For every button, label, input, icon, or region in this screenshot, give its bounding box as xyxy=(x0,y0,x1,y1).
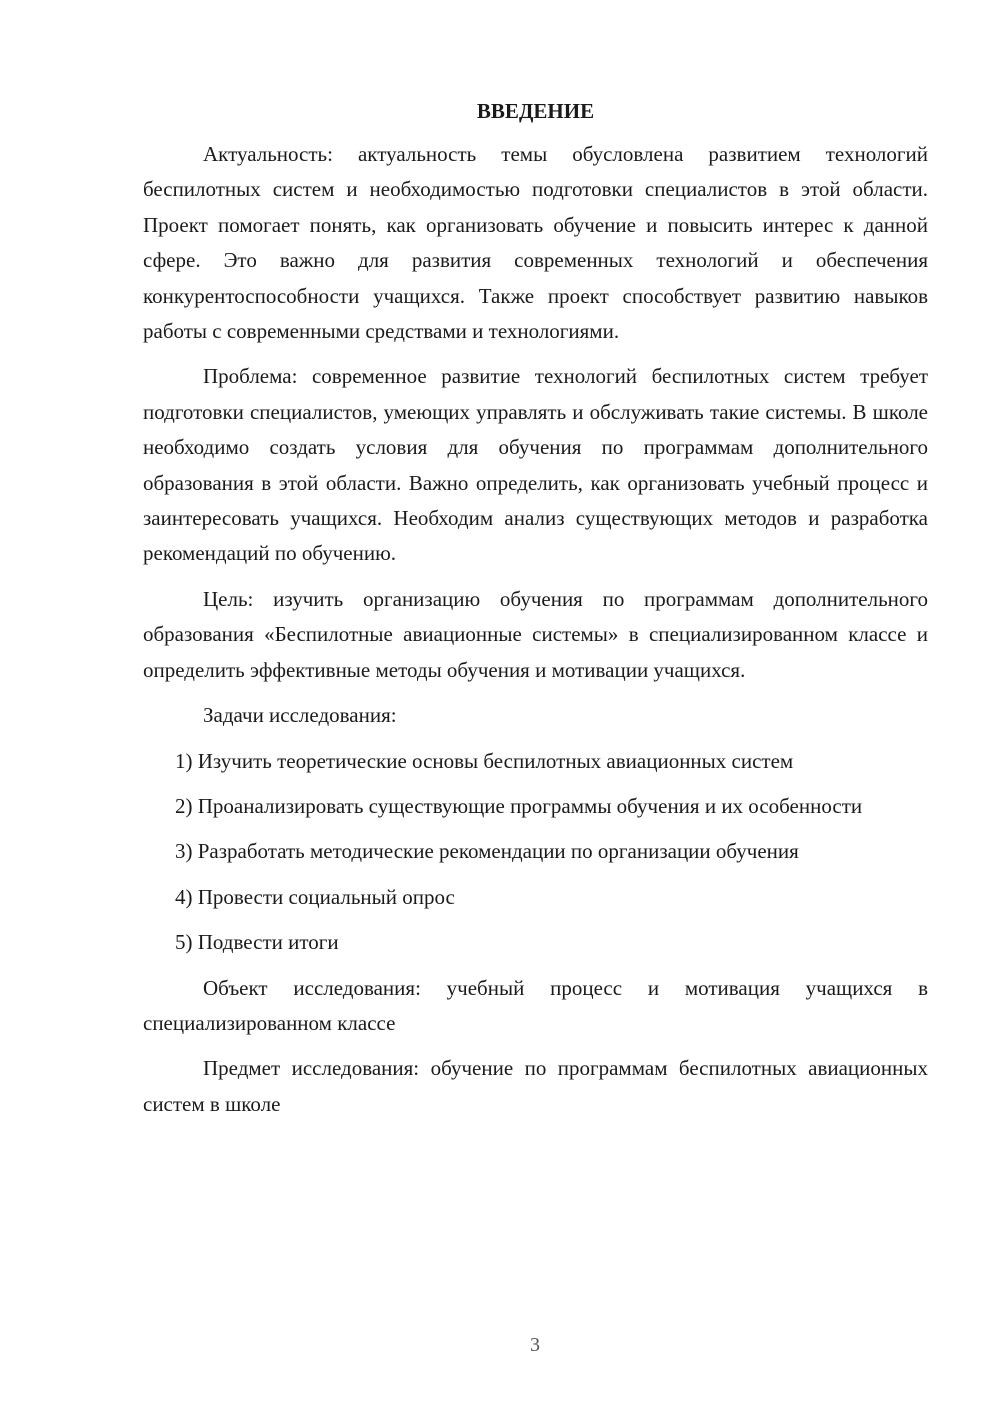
page-number: 3 xyxy=(530,1334,540,1356)
goal-paragraph: Цель: изучить организацию обучения по программам дополнительного образования «Беспилотные авиационные системы» в специализированном классе и определить эффективные методы обучения и мотивации учащихся. xyxy=(143,586,928,682)
page-content xyxy=(143,94,928,1132)
object-paragraph: Объект исследования: учебный процесс и мотивация учащихся в специализированном классе xyxy=(143,975,928,1035)
task-item: 5) Подвести итоги xyxy=(175,930,339,955)
task-item: 3) Разработать методические рекомендации по организации обучения xyxy=(175,839,799,864)
task-item: 4) Провести социальный опрос xyxy=(175,884,455,909)
problem-paragraph: Проблема: современное развитие технологий беспилотных систем требует подготовки специалистов, умеющих управлять и обслуживать такие системы. В школе необходимо создать условия для обучения по программам дополнительного образования в этой области. Важно определить, как организовать учебный процесс и заинтересовать учащихся. Необходим анализ существующих методов и разработка рекомендаций по обучению. xyxy=(143,364,928,566)
relevance-paragraph: Актуальность: актуальность темы обусловлена развитием технологий беспилотных систем и необходимостью подготовки специалистов в этой области. Проект помогает понять, как организовать обучение и повысить интерес к данной сфере. Это важно для развития современных технологий и обеспечения конкурентоспособности учащихся. Также проект способствует развитию навыков работы с современными средствами и технологиями. xyxy=(143,142,928,344)
tasks-heading: Задачи исследования: xyxy=(203,703,397,728)
task-item: 2) Проанализировать существующие программы обучения и их особенности xyxy=(175,793,863,818)
section-title: ВВЕДЕНИЕ xyxy=(476,99,595,123)
task-item: 1) Изучить теоретические основы беспилотных авиационных систем xyxy=(175,748,794,773)
subject-paragraph: Предмет исследования: обучение по программам беспилотных авиационных систем в школе xyxy=(143,1056,928,1116)
